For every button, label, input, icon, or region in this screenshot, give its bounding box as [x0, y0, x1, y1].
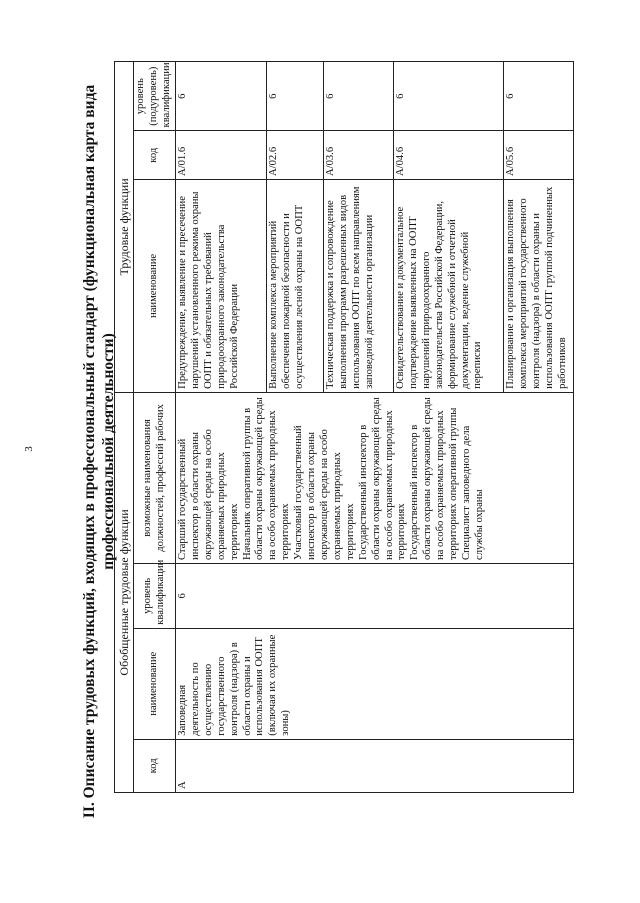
function-name-cell: Освидетельствование и документальное подтверждение выявленных на ООПТ нарушений природоохранного законодательства Российской Федерации, формирование служебной и отчетной документации, ведение служебной переписки	[394, 180, 504, 393]
header-tf-name: наименование	[134, 180, 176, 393]
function-level-cell: 6	[176, 62, 267, 131]
function-level-cell: 6	[504, 62, 574, 131]
page-number: 3	[23, 446, 35, 452]
function-code-cell: A/04.6	[394, 131, 504, 180]
section-heading	[80, 40, 118, 863]
header-level: уровень квалификации	[134, 564, 176, 629]
function-code-cell: A/05.6	[504, 131, 574, 180]
position-item: Начальник оперативной группы в области охраны окружающей среды на особо охраняемых природных территориях	[241, 397, 292, 560]
heading-line-1: II. Описание трудовых функций, входящих в профессиональный стандарт (функциональная карта вида	[81, 84, 98, 819]
generalized-level-cell: 6	[176, 564, 574, 629]
function-level-cell: 6	[267, 62, 324, 131]
function-name-cell: Техническая поддержка и сопровождение выполнения программ разрешенных видов использования ООПТ по всем направлениям заповедной деятельности организации	[324, 180, 394, 393]
header-code: код	[134, 739, 176, 792]
positions-cell	[176, 392, 574, 563]
generalized-code-cell: А	[176, 739, 574, 792]
function-level-cell: 6	[394, 62, 504, 131]
header-generalized-functions: Обобщенные трудовые функции	[115, 392, 134, 792]
header-group-row	[115, 62, 134, 793]
header-tf-level: уровень (подуровень) квалификации	[134, 62, 176, 131]
generalized-name-cell: Заповедная деятельность по осуществлению государственного контроля (надзора) в области охраны и использования ООПТ (включая их охранные зоны)	[176, 628, 574, 739]
header-subcolumns-row	[134, 62, 176, 793]
position-item: Участковый государственный инспектор в области охраны окружающей среды на особо охраняемых природных территориях	[293, 425, 356, 560]
function-level-cell: 6	[324, 62, 394, 131]
header-tf-code: код	[134, 131, 176, 180]
functional-map-table	[114, 61, 574, 793]
position-item: Специалист заповедного дела службы охраны	[460, 425, 485, 560]
header-positions: возможные наименования должностей, профессий рабочих	[134, 392, 176, 563]
header-name: наименование	[134, 628, 176, 739]
header-labor-functions: Трудовые функции	[115, 62, 134, 393]
function-code-cell: A/01.6	[176, 131, 267, 180]
table-row	[176, 62, 267, 793]
position-item: Государственный инспектор в области охраны окружающей среды на особо охраняемых природных территориях оперативной группы	[409, 397, 460, 560]
function-name-cell: Предупреждение, выявление и пресечение нарушений установленного режима охраны ООПТ и обязательных требований природоохранного законодательства Российской Федерации	[176, 180, 267, 393]
function-code-cell: A/03.6	[324, 131, 394, 180]
position-item: Старший государственный инспектор в области охраны окружающей среды на особо охраняемых природных территориях	[177, 429, 240, 560]
heading-line-2: профессиональной деятельности)	[100, 333, 117, 570]
function-name-cell: Выполнение комплекса мероприятий обеспечения пожарной безопасности и осуществления лесной охраны на ООПТ	[267, 180, 324, 393]
function-name-cell: Планирование и организация выполнения комплекса мероприятий государственного контроля (надзора) в области охраны и использования ООПТ группой подчиненных работников	[504, 180, 574, 393]
position-item: Государственный инспектор в области охраны окружающей среды на особо охраняемых природных территориях	[357, 397, 408, 560]
function-code-cell: A/02.6	[267, 131, 324, 180]
